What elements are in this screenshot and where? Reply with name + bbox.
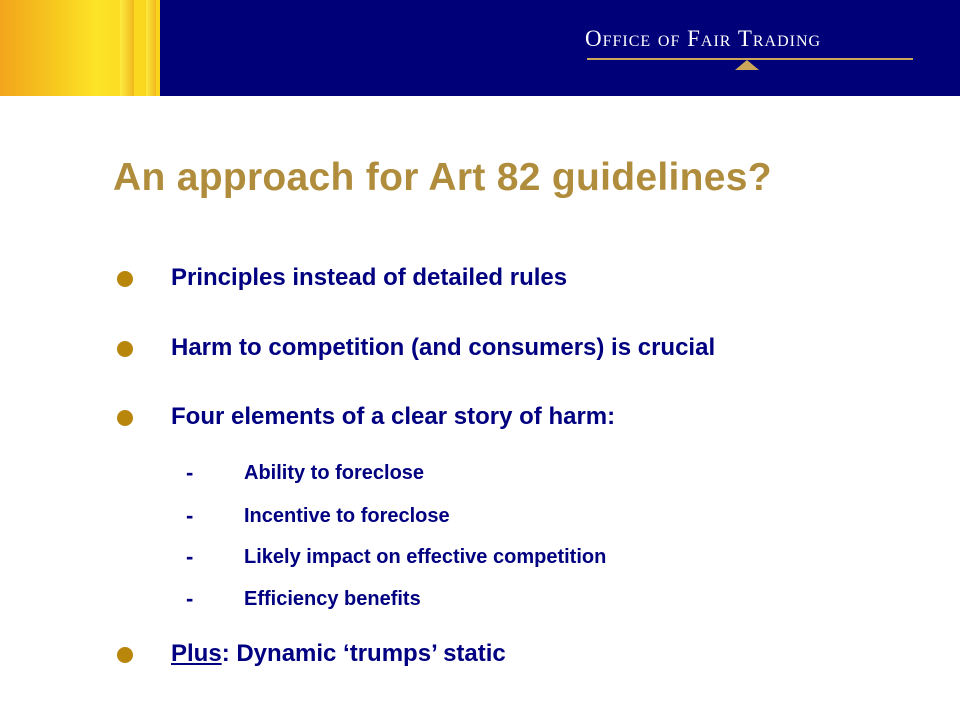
slide-title: An approach for Art 82 guidelines? (113, 156, 772, 199)
bullet-text: Principles instead of detailed rules (171, 264, 568, 291)
dash-marker: - (186, 586, 194, 611)
plus-rest: : Dynamic ‘trumps’ static (221, 640, 506, 667)
logo-triangle-icon (735, 60, 759, 70)
sub-bullet-text: Ability to foreclose (244, 462, 425, 484)
dash-marker: - (186, 503, 194, 528)
bullet-text: Four elements of a clear story of harm: (171, 403, 616, 430)
header-banner (0, 0, 960, 96)
bullet-dot-icon (117, 647, 133, 663)
bullet-dot-icon (117, 341, 133, 357)
gold-stripe (146, 0, 156, 96)
dash-marker: - (186, 460, 194, 485)
sub-bullet-text: Likely impact on effective competition (244, 546, 607, 568)
gold-stripe (120, 0, 134, 96)
logo-text: Office of Fair Trading (585, 26, 822, 51)
bullet-dot-icon (117, 410, 133, 426)
bullet-text: Harm to competition (and consumers) is crucial (171, 334, 716, 361)
dash-marker: - (186, 544, 194, 569)
bullet-text (171, 640, 506, 668)
bullet-dot-icon (117, 271, 133, 287)
sub-bullet-text: Efficiency benefits (244, 588, 421, 610)
gold-gradient-panel (0, 0, 160, 96)
plus-label: Plus (171, 640, 222, 667)
oft-logo (585, 26, 915, 76)
sub-bullet-text: Incentive to foreclose (244, 505, 450, 527)
